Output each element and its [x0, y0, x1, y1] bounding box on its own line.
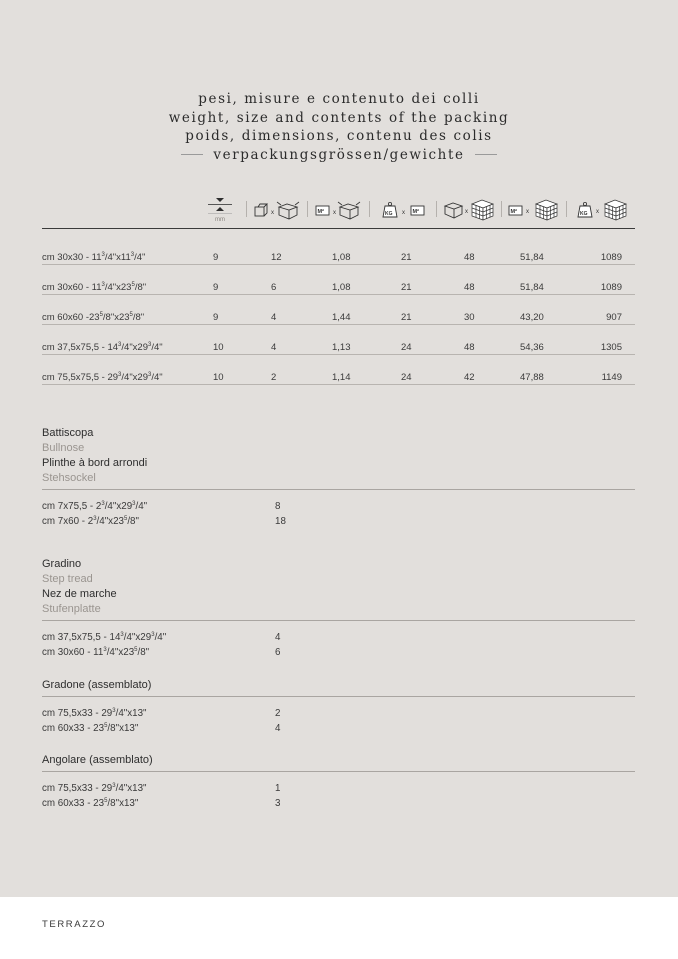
- cell-size: [42, 312, 144, 323]
- svg-text:M²: M²: [510, 209, 517, 215]
- cell-size: [42, 342, 163, 353]
- section-item-qty: 1: [275, 783, 281, 794]
- section-item-qty: 2: [275, 708, 281, 719]
- section-item-size: [42, 723, 138, 734]
- cell-value: 42: [464, 372, 475, 383]
- m2-per-box-icon: [313, 193, 363, 227]
- section-label: Stufenplatte: [42, 603, 101, 615]
- section-rule: [42, 696, 635, 697]
- cell-value: 1149: [601, 372, 622, 383]
- section-label: Step tread: [42, 573, 93, 585]
- boxes-per-pallet-icon: [443, 193, 495, 227]
- page-footer: [0, 897, 678, 959]
- icon-separator: [246, 201, 247, 217]
- cell-value: 2: [271, 372, 277, 383]
- cell-value: 48: [464, 342, 475, 353]
- section-item-size: [42, 632, 166, 643]
- cell-value: 9: [213, 252, 219, 263]
- section-label: Stehsockel: [42, 472, 96, 484]
- cell-value: 47,88: [520, 372, 544, 383]
- cell-value: 1305: [600, 342, 622, 353]
- cell-value: 54,36: [520, 342, 544, 353]
- cell-value: 1089: [600, 252, 622, 263]
- section-label: Battiscopa: [42, 427, 94, 439]
- section-label: Gradone (assemblato): [42, 679, 152, 691]
- cell-value: 1,13: [332, 342, 351, 353]
- table-row: [42, 235, 635, 265]
- cell-value: 30: [464, 312, 475, 323]
- section-heading: [42, 753, 153, 768]
- cell-value: 51,84: [520, 282, 544, 293]
- cell-size: [42, 252, 145, 263]
- kg-per-m2-icon: [380, 193, 430, 227]
- cell-value: 51,84: [520, 252, 544, 263]
- cell-value: 21: [401, 252, 412, 263]
- section-item-size: [42, 798, 138, 809]
- section-item-qty: 6: [275, 647, 281, 658]
- icon-separator: [369, 201, 370, 217]
- row-size: cm 60x60 $-23^5/8"x23^5/8$": [42, 312, 145, 323]
- cell-value: 1,08: [332, 252, 351, 263]
- cell-value: 10: [213, 342, 224, 353]
- icon-separator: [436, 201, 437, 217]
- cell-value: 10: [213, 372, 224, 383]
- title-block: [0, 90, 678, 164]
- table-row: [42, 325, 635, 355]
- section-item-size: [42, 501, 147, 512]
- table-header-icons: [0, 193, 678, 227]
- item-size: cm $60x33 - 23^5/8"x13$": [42, 723, 139, 734]
- cell-value: 24: [401, 342, 412, 353]
- section-item-size: [42, 516, 139, 527]
- section-label: Angolare (assemblato): [42, 754, 153, 766]
- svg-text:KG: KG: [385, 211, 393, 217]
- table-row: [42, 295, 635, 325]
- row-size: cm $37,5x75,5 - 14^3/4"x29^3/4$": [42, 342, 163, 353]
- kg-per-pallet-icon: [576, 193, 628, 227]
- section-heading: [42, 426, 147, 486]
- section-item-size: [42, 647, 149, 658]
- svg-text:M²: M²: [412, 209, 419, 215]
- cell-value: 48: [464, 252, 475, 263]
- title-it: pesi, misure e contenuto dei colli: [198, 91, 480, 107]
- title-fr: poids, dimensions, contenu des colis: [185, 128, 493, 144]
- row-divider: [42, 384, 635, 385]
- cell-size: [42, 282, 146, 293]
- table-row: [42, 265, 635, 295]
- section-rule: [42, 620, 635, 621]
- section-item-qty: 3: [275, 798, 281, 809]
- cell-value: 1,08: [332, 282, 351, 293]
- item-size: cm $30x60 - 11^3/4"x23^5/8$": [42, 647, 150, 658]
- section-item-size: [42, 783, 147, 794]
- thickness-unit-label: mm: [215, 217, 225, 223]
- cell-value: 6: [271, 282, 277, 293]
- section-item-qty: 4: [275, 723, 281, 734]
- section-item-qty: 8: [275, 501, 281, 512]
- section-rule: [42, 489, 635, 490]
- svg-text:x: x: [465, 209, 468, 215]
- icon-separator: [501, 201, 502, 217]
- cell-value: 4: [271, 312, 277, 323]
- footer-brand: TERRAZZO: [42, 919, 106, 930]
- section-item-size: [42, 708, 147, 719]
- svg-text:x: x: [333, 210, 336, 216]
- m2-per-pallet-icon: [507, 193, 559, 227]
- section-label: Bullnose: [42, 442, 85, 454]
- item-size: cm $75,5x33 - 29^3/4"x13$": [42, 783, 147, 794]
- pieces-per-box-icon: [252, 193, 302, 227]
- cell-value: 1,44: [332, 312, 351, 323]
- thickness-icon: [204, 193, 236, 227]
- item-size: cm $75,5x33 - 29^3/4"x13$": [42, 708, 147, 719]
- table-header-rule: [42, 228, 635, 229]
- section-item-qty: 4: [275, 632, 281, 643]
- item-size: cm $60x33 - 23^5/8"x13$": [42, 798, 139, 809]
- cell-value: 9: [213, 282, 219, 293]
- cell-value: 1089: [600, 282, 622, 293]
- svg-text:x: x: [596, 209, 599, 215]
- section-label: Gradino: [42, 558, 82, 570]
- row-size: cm $75,5x75,5 - 29^3/4"x29^3/4$": [42, 372, 163, 383]
- section-heading: [42, 678, 151, 693]
- svg-text:x: x: [271, 210, 274, 216]
- svg-text:M²: M²: [317, 209, 324, 215]
- cell-size: [42, 372, 163, 383]
- icon-separator: [566, 201, 567, 217]
- row-size: cm $30x60 - 11^3/4"x23^5/8$": [42, 282, 147, 293]
- item-size: cm $7x75,5 - 2^3/4"x29^3/4$": [42, 501, 148, 512]
- row-size: cm $30x30 - 11^3/4"x11^3/4$": [42, 252, 146, 263]
- cell-value: 21: [401, 282, 412, 293]
- cell-value: 907: [606, 312, 622, 323]
- svg-text:x: x: [402, 210, 405, 216]
- cell-value: 1,14: [332, 372, 351, 383]
- cell-value: 4: [271, 342, 277, 353]
- section-rule: [42, 771, 635, 772]
- item-size: cm $7x60 - 2^3/4"x23^5/8$": [42, 516, 139, 527]
- table-row: [42, 355, 635, 385]
- title-de: verpackungsgrössen/gewichte: [0, 146, 678, 165]
- section-heading: [42, 557, 117, 617]
- cell-value: 43,20: [520, 312, 544, 323]
- cell-value: 48: [464, 282, 475, 293]
- item-size: cm $37,5x75,5 - 14^3/4"x29^3/4$": [42, 632, 167, 643]
- section-label: Plinthe à bord arrondi: [42, 457, 148, 469]
- svg-text:KG: KG: [580, 211, 588, 217]
- cell-value: 21: [401, 312, 412, 323]
- section-label: Nez de marche: [42, 588, 117, 600]
- cell-value: 24: [401, 372, 412, 383]
- cell-value: 12: [271, 252, 282, 263]
- title-en: weight, size and contents of the packing: [168, 109, 510, 126]
- icon-separator: [307, 201, 308, 217]
- cell-value: 9: [213, 312, 219, 323]
- svg-text:x: x: [526, 209, 529, 215]
- section-item-qty: 18: [275, 516, 286, 527]
